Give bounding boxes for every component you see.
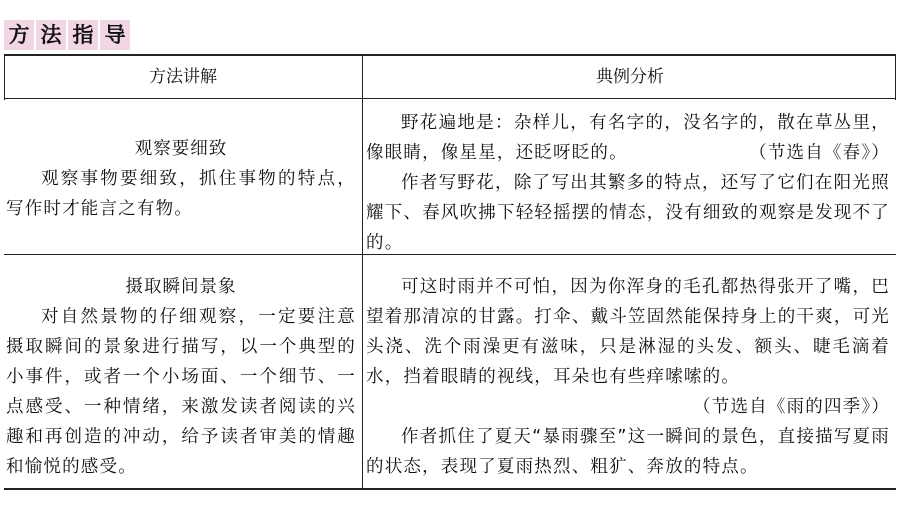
example-cell-1 bbox=[366, 108, 890, 258]
column-divider bbox=[362, 56, 363, 488]
example-source: （节选自《雨的四季》） bbox=[693, 397, 890, 417]
example-text: 可这时雨并不可怕，因为你浑身的毛孔都热得张开了嘴，巴望着那清凉的甘露。打伞、戴斗笠固然能保持身上的干爽，可光头浇、洗个雨澡更有滋味，只是淋湿的头发、额头、睫毛滴着水，挡着眼睛的视线，耳朵也有些痒嗦嗦的。 bbox=[366, 277, 890, 387]
example-cell-2 bbox=[366, 272, 890, 482]
method-text: 观察事物要细致，抓住事物的特点，写作时才能言之有物。 bbox=[6, 169, 356, 219]
header-example: 典例分析 bbox=[596, 67, 664, 87]
example-source: （节选自《春》） bbox=[749, 143, 890, 163]
example-text: 野花遍地是：杂样儿，有名字的，没名字的，散在草丛里，像眼睛，像星星，还眨呀眨的。 bbox=[366, 113, 890, 163]
method-cell-1 bbox=[6, 134, 356, 224]
example-analysis: 作者抓住了夏天“暴雨骤至”这一瞬间的景色，直接描写夏雨的状态，表现了夏雨热烈、粗犷、奔放的特点。 bbox=[366, 427, 890, 477]
method-table bbox=[4, 54, 896, 490]
heading-char: 导 bbox=[100, 20, 130, 50]
section-heading bbox=[4, 20, 130, 50]
heading-char: 法 bbox=[36, 20, 66, 50]
heading-char: 方 bbox=[4, 20, 34, 50]
header-method: 方法讲解 bbox=[149, 67, 217, 87]
method-text: 对自然景物的仔细观察，一定要注意摄取瞬间的景象进行描写，以一个典型的小事件，或者一个小场面、一个细节、一点感受、一种情绪，来激发读者阅读的兴趣和再创造的冲动，给予读者审美的情趣和愉悦的感受。 bbox=[6, 307, 356, 477]
method-cell-2 bbox=[6, 272, 356, 482]
heading-char: 指 bbox=[68, 20, 98, 50]
method-title: 观察要细致 bbox=[134, 139, 228, 159]
method-title: 摄取瞬间景象 bbox=[125, 277, 237, 297]
example-analysis: 作者写野花，除了写出其繁多的特点，还写了它们在阳光照耀下、春风吹拂下轻轻摇摆的情态，没有细致的观察是发现不了的。 bbox=[366, 173, 890, 253]
header-divider bbox=[4, 98, 896, 99]
